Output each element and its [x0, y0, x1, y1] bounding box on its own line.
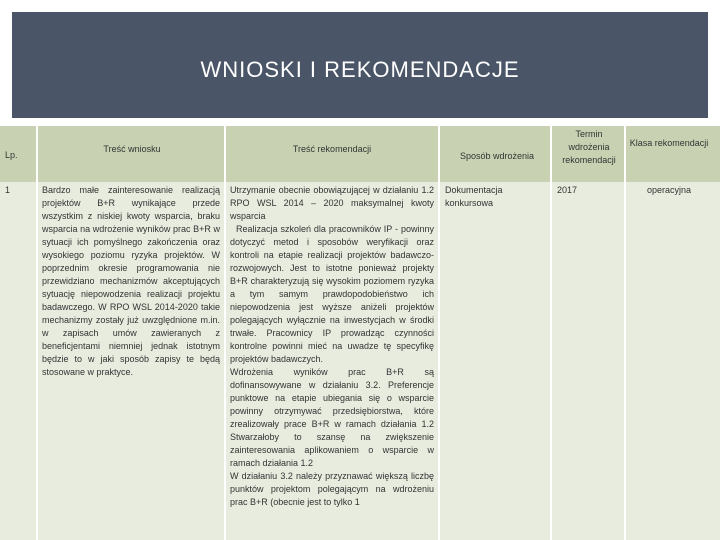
- cell-lp: 1: [5, 185, 11, 195]
- rekomendacja-paragraph-3: Wdrożenia wyników prac B+R są dofinansowywane w działaniu 3.2. Preferencje punktowe na etapie ubiegania się o wsparcie powinny otrzymywać przedsiębiorstwa, które zrealizowały prace B+R w ramach działania 1.2 Stwarzałoby to szansę na zwiększenie zainteresowania aplikowaniem o wsparcie w ramach działania 1.2: [230, 367, 434, 468]
- column-divider: [36, 126, 38, 540]
- title-banner: [12, 12, 708, 118]
- page-title: WNIOSKI I REKOMENDACJE: [200, 57, 520, 82]
- header-sposob: Sposób wdrożenia: [459, 151, 535, 161]
- rekomendacja-paragraph-1: Utrzymanie obecnie obowiązującej w działaniu 1.2 RPO WSL 2014 – 2020 maksymalnej kwoty wsparcia: [230, 185, 434, 221]
- cell-rekomendacja: [230, 184, 434, 509]
- cell-sposob: Dokumentacja konkursowa: [445, 185, 503, 208]
- header-termin: Termin wdrożenia rekomendacji: [562, 129, 616, 165]
- table-header-row: [0, 126, 720, 184]
- cell-wniosek: Bardzo małe zainteresowanie realizacją projektów B+R wynikające przede wszystkim z niskiej kwoty wsparcia, braku wsparcia na wdrożenie wyników prac B+R w sytuacji ich pomyślnego zakończenia oraz wysokiego poziomu ryzyka projektów. W poprzednim okresie programowania nie przewidziano mechanizmów akceptujących sytuację niepowodzenia realizacji projektu badawczego. W RPO WSL 2014-2020 takie mechanizmy zostały już uwzględnione m.in. w zapisach umów zawieranych z beneficjentami niemniej jednak istotnym będzie to w jaki sposób zapisy te będą stosowane w praktyce.: [42, 185, 220, 377]
- column-divider: [624, 126, 626, 540]
- rekomendacja-paragraph-4: W działaniu 3.2 należy przyznawać większą liczbę punktów projektom polegającym na wdrożeniu prac B+R (obecnie jest to tylko 1: [230, 471, 434, 507]
- cell-termin: 2017: [557, 185, 578, 195]
- column-divider: [224, 126, 226, 540]
- header-rekomendacja: Treść rekomendacji: [292, 144, 372, 154]
- column-divider: [438, 126, 440, 540]
- rekomendacja-paragraph-2: Realizacja szkoleń dla pracowników IP - powinny dotyczyć metod i sposobów weryfikacji oraz kontroli na etapie realizacji projektów badawczo-rozwojowych. Jest to istotne ponieważ projekty B+R charakteryzują się wysokim poziomem ryzyka a tym samym prawdopodobieństwo ich niepowodzenia jest wyższe aniżeli projektów polegających wyłącznie na inwestycjach w środki trwałe. Pracownicy IP prowadząc czynności kontrolne powinni mieć na uwadze tę specyfikę projektów badawczych.: [230, 224, 434, 364]
- cell-klasa: operacyjna: [646, 185, 692, 195]
- column-divider: [550, 126, 552, 540]
- header-klasa: Klasa rekomendacji: [629, 138, 709, 148]
- table-row: [0, 182, 720, 540]
- header-wniosek: Treść wniosku: [103, 144, 161, 154]
- header-lp: Lp.: [5, 150, 18, 160]
